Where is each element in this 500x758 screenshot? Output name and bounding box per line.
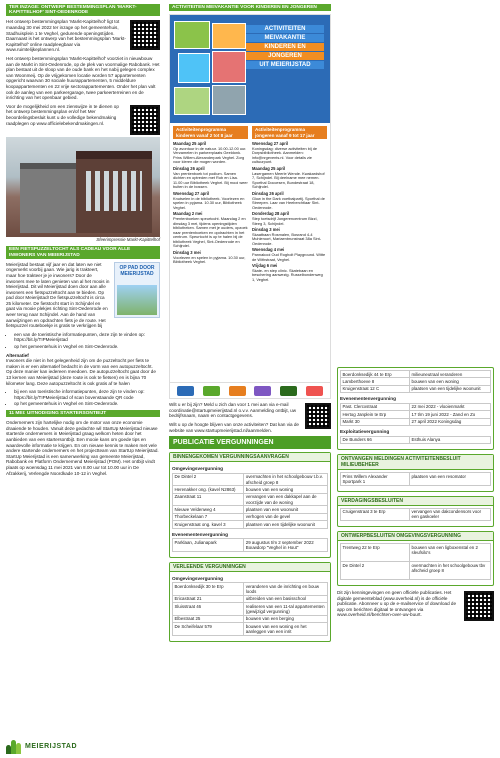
table-cell: Nieuwe Veldenweg 4 <box>173 506 244 513</box>
prog-kids-list <box>173 142 248 285</box>
ontwerp-title: ONTWERPBESLUITEN OMGEVINGSVERGUNNING <box>338 532 493 541</box>
table-cell: Boerdonksedijk 44 te Erp <box>341 371 410 378</box>
qr-code-icon <box>130 20 160 50</box>
contact-paragraph-2: Wilt u op de hoogte blijven van onze activiteiten? Dat kan via de website van www.startupmeierijstad.nl/aanmelden. <box>169 421 299 433</box>
kennisgevingen-paragraph: Dit zijn kennisgevingen en geen officiële publicaties. Het digitale gemeenteblad (www.overheid.nl) is de officiële publicatie. Abonneer u op de e-mailservice of download de app om berichten digitaal te ontvangen via www.overheid.nl/berichten-over-uw-buurt. <box>337 590 457 618</box>
table-row <box>173 521 328 528</box>
table-cell: De Scheifelaar 579 <box>173 623 244 636</box>
prog-day: Vrijdag 6 mei <box>252 263 278 269</box>
table-row <box>341 385 491 392</box>
exploit-title: Exploitatievergunning <box>340 428 390 434</box>
fietspuzzel-title: EEN FIETSPUZZELTOCHT ALS CADEAU VOOR ALLE INWONERS VAN MEIERIJSTAD <box>6 246 160 258</box>
prog-day: Woensdag 4 mei <box>252 247 285 253</box>
partner-logo-icon <box>177 386 194 396</box>
table-cell: 27 april 2022 Koningsdag <box>410 418 491 425</box>
table-row <box>341 472 491 485</box>
table-cell: Cruigenstraat 3 te Erp <box>341 508 410 521</box>
table-row <box>341 371 491 378</box>
verleend-omgeving-title: Omgevingsvergunning <box>172 575 224 581</box>
table-cell: plaatsen van een woonunit <box>244 506 328 513</box>
binnen-table <box>172 473 328 529</box>
partner-logo-icon <box>280 386 297 396</box>
prog-kids-heading: Activiteitenprogramma kinderen vanaf 2 tot 8 jaar <box>173 126 248 139</box>
logo-text: MEIERIJSTAD <box>25 743 78 751</box>
prog-text: Glow in the Dark voetbalpartij. Sporthal de Streepen. Laar van Heeberchtlaar Sint-Oedenrode. <box>252 195 325 210</box>
table-cell: plaatsen van een resomator <box>410 472 491 485</box>
inzage-paragraph-1: Het ontwerp bestemmingsplan 'Markt-Kapittelhof' ligt tot maandag 30 mei 2022 ter inzage op het gemeentehuis, Stadhuisplein 1 te Veghel, gedurende openingstijden. Daarnaast is het ontwerp van het bestemmingsplan 'Markt-Kapittelhof' online raadpleegbaar via www.ruimtelijkeplannen.nl. <box>6 19 126 53</box>
startersontbijt-paragraph: Ondernemers zijn hartelijke nodig om de motor van onze economie draaiende te houden. Vanuit deze gedachte wil StartUp Meierijstad nieuwe starterde ondernemers in Meierijstad graag welkom heten door het aanbieden van een startersontbijt. Een mooie kans om goede tips en waardevolle informatie te krijgen. En om nieuwe kennis te maken met vele andere startende ondernemers en het projectteam van StartUp Meierijstad. StartUp Meierijstad is een samenwerking van gemeente Meierijstad, Rabobank en Platform Ondernemend Meierijstad (POM). Het ontbijt vindt plaats op woensdag 11 mei 2021 van 8.00 uur tot 10.00 uur in De Afzakkerij, Verlengde Noordkade 10-12 in Veghel. <box>6 420 159 476</box>
op-pad-label: OP PAD DOOR MEIERIJSTAD <box>119 264 155 277</box>
prog-text: Pannakooi Oud Rogholt Playground. Witte de Withstraat, Veghel. <box>252 252 326 262</box>
table-row <box>173 615 328 622</box>
prog-text: Prentenboeken speurtocht. Maandag 2 en dinsdag 3 mei, tijdens openingstijden bibliotheken. Samen met je ouders, opzoek naar prentenboeken en opdrachten in het centrum. Speurtocht is op te halen bij de bibliotheek Veghel, Sint-Oedenrode en Schijndel. <box>173 215 248 249</box>
list-item: • op het gemeentehuis in Veghel en Sint-Oedenrode. <box>14 344 160 350</box>
poster-header <box>170 15 330 123</box>
table-cell: uitbreiden van een basisschool <box>244 595 328 602</box>
prog-text: Skate- en step clinic. Skatebaan en beschering aanwezig. Russelbondenweg 1, Veghel. <box>252 267 323 283</box>
publicatie-title: PUBLICATIE VERGUNNINGEN <box>169 436 331 449</box>
prog-youth-heading: Activiteitenprogramma jongeren vanaf 9 tot 17 jaar <box>252 126 327 139</box>
right-top-table <box>340 370 491 393</box>
photo-collage <box>174 21 248 117</box>
table-cell: bouwen van een woning <box>410 378 491 385</box>
alternatief-heading: Alternatief <box>6 352 29 358</box>
table-cell: bouwen van een ligboxenstal en 2 sleufsilo's <box>410 544 491 562</box>
ontvangen-table <box>340 472 491 486</box>
table-row <box>173 595 328 602</box>
right-continued-box <box>337 367 494 450</box>
verdaging-table <box>340 508 491 522</box>
table-row <box>341 508 491 521</box>
table-cell: Kruigenstraat ong. kavel 3 <box>173 521 244 528</box>
poster-title-line: KINDEREN EN <box>246 43 324 51</box>
table-row <box>341 378 491 385</box>
table-row <box>173 486 328 493</box>
prog-youth-list <box>252 142 327 285</box>
table-cell: Boerdonksedijk 30 te Erp <box>173 583 244 596</box>
fietspuzzel-paragraph: Meierijstad bestaat vijf jaar en dat laten we niet ongemerkt voorbij gaan. Wie jarig is trakteert, maar hoe trakteer je je inwoners? Door de inwoners mee te laten genieten van al het moois in Meierijstad. Dit wil Meierijstad doen door aan alle inwoners een fietspuzzeltocht aan te bieden. Op pad door Meierijstad! De fietspuzzeltocht is circa 25 kilometer. De fietstocht start in Schijndel en gaat via mooie plekjes richting Sint-Oedenrode en weer terug naar Schijndel. Aan de hand van aanwijzingen en opdrachten fiets je de route. Het fietspuzzel routeboekje is gratis te verkrijgen bij <box>6 261 110 329</box>
list-item: • bij een van toeristische informatiepunten, deze zijn te vinden op: https://bit.ly/TIPMeierijstad of scan bovenstaande QR code <box>14 389 160 400</box>
activities-poster <box>169 14 331 399</box>
table-row <box>173 513 328 520</box>
op-pad-brochure-image <box>114 262 160 318</box>
table-cell: realiseren van een 11-tal appartementen (gewijzigd vergunning) <box>244 603 328 616</box>
inzage-paragraph-3: Voor de mogelijkheid om een zienswijze in te dienen op het ontwerp bestemmingsplan en/of het Mer beoordelingsbesluit kunt u de volledige bekendmaking raadplegen op www.officielebekendmakingen.nl. <box>6 103 119 126</box>
table-cell: bouwen van een woning en het aanleggen van een inrit <box>244 623 328 636</box>
table-cell: Trentweg 22 te Erp <box>341 544 410 562</box>
poster-title <box>246 25 324 70</box>
table-cell: verhogen van de gevel <box>244 513 328 520</box>
qr-code-icon <box>305 403 331 429</box>
contact-paragraph-1: Wilt u er bij zijn? Meld u zich dan voor 1 mei aan via e-mail coordinatie@startupmeierijstad.nl o.v.v. Aanmelding ontbijt, uw bedrijfsnaam, naam en contactgegevens. <box>169 402 297 419</box>
prog-text: Voorlezen en spelen in pyjama. 10.30 uur, Bibliotheek Veghel. <box>173 254 246 265</box>
ontvangen-box <box>337 454 494 492</box>
table-cell: plaatsen van een tijdelijke woonunit <box>410 385 491 392</box>
exploit-table <box>340 436 491 444</box>
prog-text: Koningsdag: diverse activiteiten bij de Dorpsbibliotheek. Aanmelden: info@nrgevents.nl. Voor details zie cultuurpunt. <box>252 145 318 165</box>
right-event-table <box>340 403 491 426</box>
partner-logo-icon <box>254 386 271 396</box>
table-row <box>341 544 491 562</box>
verleend-table <box>172 582 328 636</box>
table-row <box>341 403 491 410</box>
prog-day: Dinsdag 3 mei <box>252 227 280 233</box>
ontvangen-title: ONTVANGEN MELDINGEN ACTIVITEITENBESLUIT MILIEUBEHEER <box>338 455 493 470</box>
table-cell: overmachten in het schoolgebouw tbv afscheid groep 8 <box>410 562 491 580</box>
table-cell: plaatsen van een tijdelijke woonunit <box>244 521 328 528</box>
poster-title-line: UIT MEIERIJSTAD <box>246 61 324 69</box>
prog-day: Woensdag 27 april <box>173 190 210 196</box>
list-item: • op het gemeentehuis in Veghel en Sint-Oedenrode. <box>14 401 160 407</box>
program-columns <box>170 139 330 288</box>
qr-code-icon <box>464 591 494 621</box>
prog-day: Donderdag 28 april <box>252 211 290 217</box>
left-column <box>0 0 166 758</box>
table-cell: De Dintel 2 <box>341 562 410 580</box>
event-table <box>172 538 328 552</box>
table-cell: Herenakker ong. (kavel N2863) <box>173 486 244 493</box>
table-row <box>341 418 491 425</box>
alternatief-list <box>14 389 160 407</box>
partner-logo-icon <box>203 386 220 396</box>
partner-logo-icon <box>229 386 246 396</box>
prog-day: Maandag 2 mei <box>173 211 203 217</box>
prog-day: Maandag 25 april <box>173 141 207 147</box>
prog-day: Maandag 25 april <box>252 165 286 171</box>
table-cell: 17 t/m 19 juni 2022 - Zand en Zo <box>410 411 491 418</box>
prog-text: Lasergamen Meerle Wende. Kwakardshof 7, Schijndel. Bij deelname mee nemen. Sporthal Doccesen, Bundestraat 18, Schijndel. <box>252 170 325 190</box>
table-cell: bouwen van een berging <box>244 615 328 622</box>
event-title: Evenementenvergunning <box>172 531 229 537</box>
table-cell: veranderen van de inrichting en bouw loods <box>244 583 328 596</box>
table-cell: Lamberthoeve 8 <box>341 378 410 385</box>
table-cell: Hertog Janplein te Erp <box>341 411 410 418</box>
table-cell: Esthuis Alanya <box>410 436 491 443</box>
table-cell: Markt 30 <box>341 418 410 425</box>
table-row <box>173 623 328 636</box>
poster-title-line: JONGEREN <box>246 52 324 60</box>
startersontbijt-title: 11 MEI: UITNODIGING STARTERSONTBIJT <box>6 410 160 417</box>
ontwerp-box <box>337 531 494 586</box>
table-cell: 29 augustus t/m 2 september 2022 Bouwdorp "Veghel in Hout" <box>244 539 328 552</box>
omgeving-title: Omgevingsvergunning <box>172 466 224 472</box>
table-cell: Parklaan, Julianapark <box>173 539 244 552</box>
ontwerp-table <box>340 543 491 580</box>
partner-logo-icon <box>306 386 323 396</box>
fietspuzzel-list <box>14 332 160 350</box>
inzage-paragraph-2: Het ontwerp bestemmingsplan 'Markt-Kapittelhof' voorziet in nieuwbouw aan de Markt in Sint-Oedenrode, op de plek van voormalige Rabobank. Het plan bestaat uit de sloop van de oude bank en het nabij gelegen complex van Woonmeij. Op de vrijgekomen locatie worden 57 appartementen opgericht waarvan 30 sociale huurappartementen, 5 middeldure koopappartementen en 22 vrije sectorappartementen. Onder het plan valt ook de aanleg van een parkeergarage, twee parkeerterreinen en de inrichting van het openbaar gebied. <box>6 55 160 101</box>
table-row <box>173 493 328 506</box>
prog-text: Van prentenboek tot podium. Samen dichten en optreden met Rob en Lisa. 11.00 uur Bibliotheek Veghel. Bij mooi weer buiten in de bossen. <box>173 170 248 190</box>
table-cell: De Dintel 2 <box>173 473 244 486</box>
table-cell: Kruigenstraat 12 C <box>341 385 410 392</box>
verdaging-title: VERDAGINGSBESLUITEN <box>338 497 493 506</box>
prog-day: Dinsdag 3 mei <box>173 250 201 256</box>
prog-text: Step toetsdrijf Jongerencentrum Bizzl, Steeg 3, Schijndel. <box>252 215 318 226</box>
poster-title-line: MEIVAKANTIE <box>246 34 324 42</box>
table-cell: bouwen van een woning <box>244 486 328 493</box>
table-row <box>173 583 328 596</box>
prog-text: Op avontuur in de natuur. 10.00-12.00 uur. Verzamelen in parkeerplaats Geeldonk. Prins Willem-Alexanderpark Veghel. Zorg voor kleren die mogen worden. <box>173 145 247 165</box>
table-cell: Past. Clercxstraat <box>341 403 410 410</box>
table-cell: Prins Willem Alexander Sportpark 1 <box>341 472 410 485</box>
photo-caption: Sfeerimpressie Markt-Kapittelhof <box>96 236 160 242</box>
table-cell: vervangen van dakcondensors voor een gaskoeler <box>410 508 491 521</box>
table-row <box>173 473 328 486</box>
table-row <box>341 436 491 443</box>
poster-title-line: ACTIVITEITEN <box>246 25 324 33</box>
table-cell: milieuneutraal veranderen <box>410 371 491 378</box>
alternatief-paragraph: Inwoners die niet in het gelegenheid zijn om de puzzeltocht per fiets te maken is er een alternatief bedacht in de vorm van een autopuzzeltocht. Op deze manier kan iedereen meedoen. De autopuzzeltocht gaat door de 13 kernen van Meierijstad (deze route is ook te fietsen) en is bijna 70 kilometer lang. Deze autopuzzeltocht is ook gratis af te halen <box>6 358 156 386</box>
partner-logos <box>170 382 330 398</box>
right-event-title: Evenementenvergunning <box>340 396 397 402</box>
activities-title: ACTIVITEITEN MEIVAKANTIE VOOR KINDEREN EN JONGEREN <box>169 4 331 11</box>
table-cell: Thorbeckelaan 7 <box>173 513 244 520</box>
binnengekomen-box <box>169 452 331 558</box>
prog-day: Dinsdag 26 april <box>173 165 205 171</box>
verdaging-box <box>337 496 494 528</box>
verleend-box <box>169 562 331 642</box>
prog-day: Woensdag 27 april <box>252 141 289 147</box>
verleend-title: VERLEENDE VERGUNNINGEN <box>170 563 330 572</box>
prog-day: Dinsdag 26 april <box>252 190 284 196</box>
qr-code-icon <box>130 105 160 135</box>
table-cell: Elbestraat 25 <box>173 615 244 622</box>
table-cell: overmachten in het schoolgebouw t.b.v. afscheid groep 8 <box>244 473 328 486</box>
table-row <box>341 411 491 418</box>
table-cell: Ericastraat 21 <box>173 595 244 602</box>
middle-column <box>166 0 334 758</box>
prog-text: Knutselen in de bibliotheek. Voorlezen en spelen in pyjama. 10.30 uur, Bibliotheek Veghel. <box>173 195 245 210</box>
table-cell: vervangen van een dakkapel aan de voorzijde van de woning <box>244 493 328 506</box>
table-cell: 22 mei 2022 - vlooienmarkt <box>410 403 491 410</box>
inzage-title: TER INZAGE: ONTWERP BESTEMMINGSPLAN 'MARKT-KAPITTELHOF' SINT-OEDENRODE <box>6 4 160 16</box>
table-row <box>341 562 491 580</box>
table-cell: Zaanstraat 11 <box>173 493 244 506</box>
markt-kapittelhof-impression-image <box>6 137 160 237</box>
right-column <box>334 0 500 758</box>
logo-mark-icon <box>6 740 22 754</box>
table-row <box>173 603 328 616</box>
list-item: • een van de toeristische informatiepunten, deze zijn te vinden op: https://bit.ly/TIPMeierijstad <box>14 332 160 343</box>
table-cell: Sluisstraat 46 <box>173 603 244 616</box>
binnengekomen-title: BINNENGEKOMEN VERGUNNINGSAANVRAGEN <box>170 453 330 462</box>
table-row <box>173 506 328 513</box>
meierijstad-logo <box>6 740 77 754</box>
table-row <box>173 539 328 552</box>
table-cell: De Bunders 66 <box>341 436 410 443</box>
prog-text: Skaatbaan Rosmalen, Bosrand 4-4 Muhleroort, Mariaenbrunstraat 38a Sint-Oedenrode. <box>252 231 321 246</box>
